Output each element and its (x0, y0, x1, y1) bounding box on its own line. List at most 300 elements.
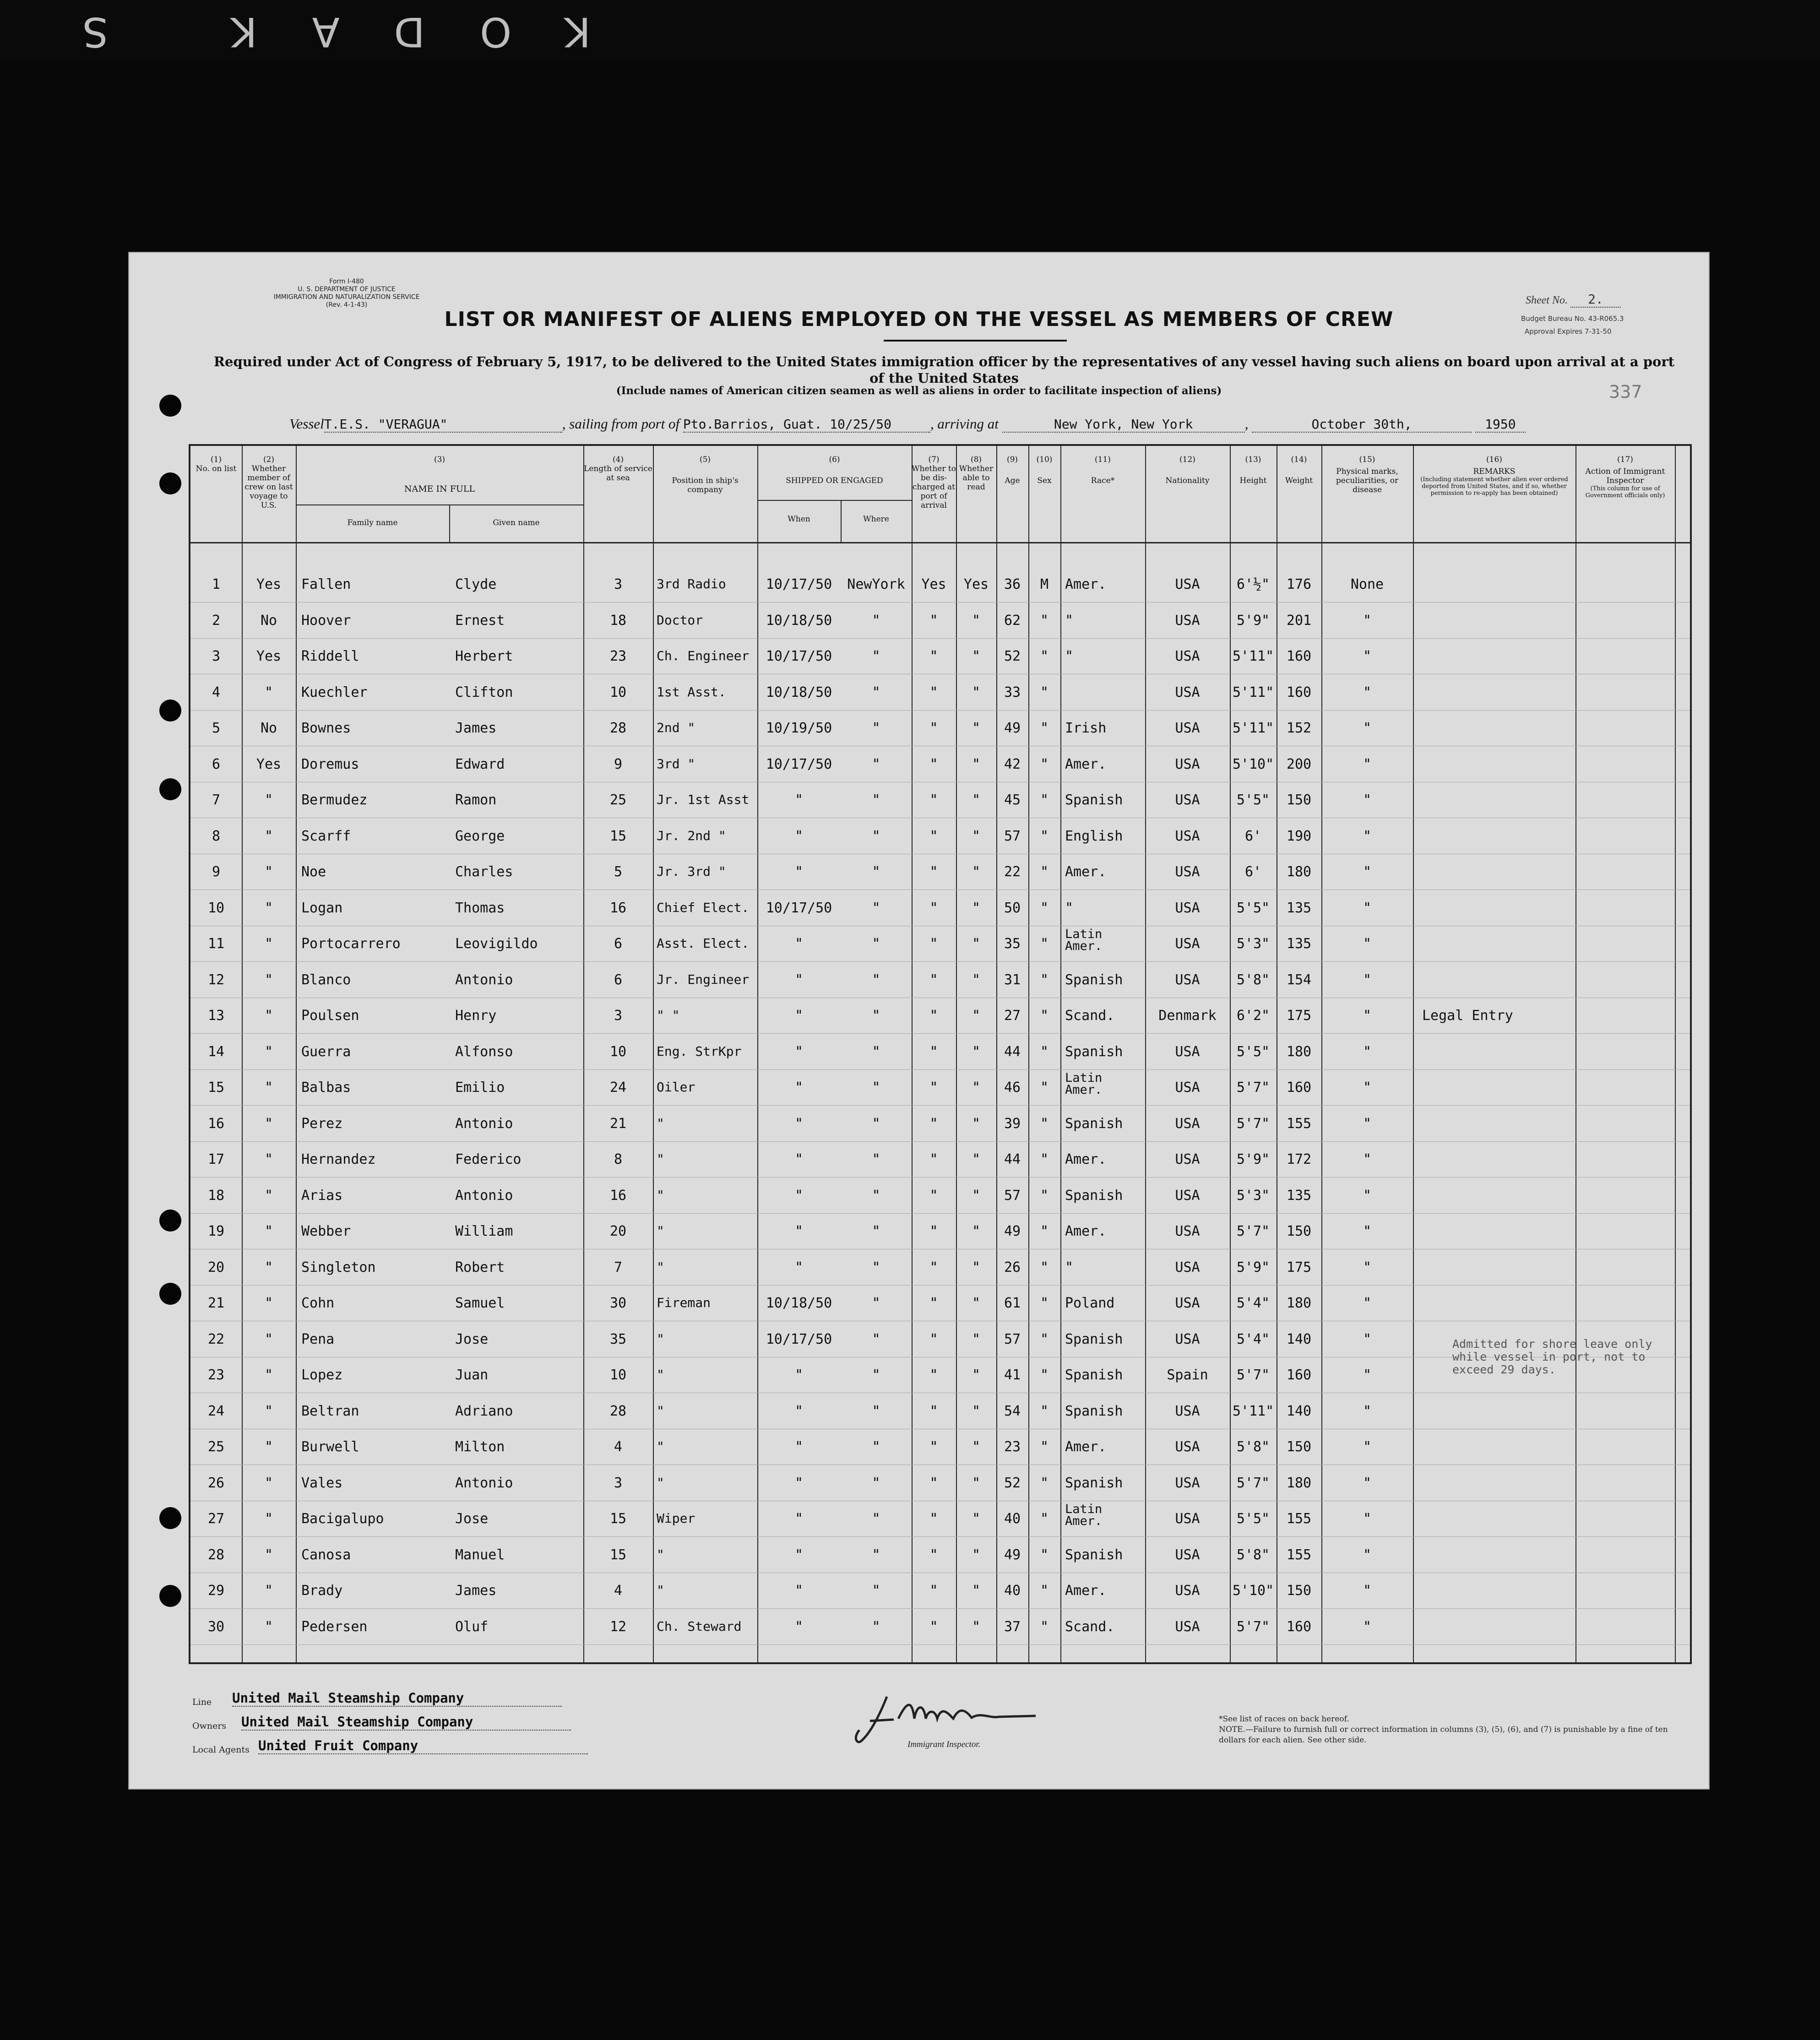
discharged: " (929, 1403, 938, 1419)
age: 40 (1004, 1511, 1021, 1527)
position: Jr. 3rd " (657, 864, 726, 879)
shipped-when: " (794, 1618, 804, 1635)
physical-marks: " (1363, 1008, 1372, 1024)
shipped-when: " (794, 1511, 804, 1527)
vessel-label: Vessel (289, 416, 324, 432)
discharged: " (929, 936, 938, 952)
sex: " (1040, 720, 1049, 736)
sex: " (1040, 1080, 1049, 1096)
sex: " (1040, 792, 1049, 808)
arriving-label: arriving at (937, 416, 999, 432)
shipped-where: " (872, 612, 880, 629)
race: Amer. (1065, 756, 1107, 772)
position: " (657, 1187, 664, 1203)
nationality: USA (1175, 1439, 1200, 1455)
shipped-when: " (794, 1546, 804, 1563)
punch-hole (159, 1507, 181, 1529)
nationality: Spain (1167, 1367, 1208, 1383)
given-name: William (455, 1223, 513, 1239)
discharged: " (929, 1618, 938, 1635)
nationality: USA (1175, 936, 1200, 952)
row-rule (190, 1536, 1690, 1537)
col16-header: (16) REMARKS (Including statement whether alien ever ordered deported from United States, and if so, whether permission to re-apply has been obtained) (1420, 455, 1568, 497)
footer-notes (1219, 1714, 1677, 1746)
sex: " (1040, 1403, 1049, 1419)
physical-marks: " (1363, 828, 1372, 844)
given-name: Samuel (455, 1295, 505, 1311)
service-length: 21 (609, 1115, 627, 1132)
row-number: 20 (207, 1259, 225, 1275)
service-length: 15 (609, 1546, 627, 1563)
sex: " (1040, 1187, 1049, 1204)
row-number: 29 (207, 1583, 225, 1599)
weight: 172 (1286, 1151, 1312, 1167)
sex: " (1040, 1583, 1049, 1599)
row-number: 7 (212, 792, 221, 808)
service-length: 15 (609, 828, 627, 844)
owners-label: Owners (192, 1721, 227, 1731)
height: 5'8" (1236, 971, 1270, 988)
last-voyage: " (264, 900, 273, 916)
service-length: 3 (614, 1475, 623, 1491)
remarks: Legal Entry (1422, 1008, 1513, 1024)
shipped-when: 10/17/50 (766, 1331, 832, 1347)
physical-marks: " (1363, 612, 1372, 629)
weight: 175 (1286, 1008, 1312, 1024)
race: Poland (1065, 1295, 1115, 1311)
shipped-where: " (872, 828, 880, 844)
given-name: Thomas (455, 900, 505, 916)
discharged: " (929, 1151, 938, 1167)
able-to-read: " (972, 1618, 981, 1635)
sex: " (1040, 971, 1049, 988)
row-rule (190, 1608, 1690, 1609)
discharged: " (929, 828, 938, 844)
given-name: Henry (455, 1008, 497, 1024)
last-voyage: " (264, 1511, 273, 1527)
row-number: 4 (212, 684, 221, 700)
weight: 201 (1286, 612, 1312, 629)
discharged: " (929, 1223, 938, 1239)
position: Jr. Engineer (657, 971, 750, 987)
col8-header: (8) Whether able to read (959, 455, 994, 492)
sex: " (1040, 1475, 1049, 1491)
shipped-when: " (794, 1080, 804, 1096)
discharged: " (929, 756, 938, 772)
height: 5'7" (1236, 1115, 1270, 1132)
row-number: 12 (207, 971, 225, 988)
family-name: Balbas (301, 1080, 351, 1096)
nationality: USA (1175, 576, 1200, 592)
row-number: 14 (207, 1043, 225, 1060)
physical-marks: " (1363, 1223, 1372, 1239)
nationality: USA (1175, 1511, 1200, 1527)
service-length: 8 (614, 1151, 623, 1167)
family-name: Bownes (301, 720, 351, 736)
family-name: Hoover (301, 612, 351, 629)
position: " (657, 1259, 664, 1275)
last-voyage: No (260, 720, 277, 736)
physical-marks: " (1363, 1187, 1372, 1204)
service-length: 16 (609, 1187, 627, 1204)
given-name: Clyde (455, 576, 497, 592)
shipped-where: " (872, 1295, 880, 1311)
line-label: Line (192, 1697, 212, 1707)
nationality: USA (1175, 756, 1200, 772)
revision: (Rev. 4-1-43) (326, 301, 368, 309)
able-to-read: " (972, 612, 981, 629)
service-length: 5 (614, 864, 623, 880)
row-number: 21 (207, 1295, 225, 1311)
height: 5'3" (1236, 1187, 1270, 1204)
shipped-when: " (794, 971, 804, 988)
physical-marks: " (1363, 1546, 1372, 1563)
row-rule (190, 1213, 1690, 1214)
position: Ch. Engineer (657, 648, 750, 663)
budget-no: Budget Bureau No. 43-R065.3 (1521, 315, 1624, 323)
nationality: USA (1175, 1080, 1200, 1096)
col9-header: (9) Age (1005, 455, 1020, 485)
position: 3rd Radio (657, 576, 726, 591)
able-to-read: " (972, 1583, 981, 1599)
position: " (657, 1403, 664, 1418)
row-number: 25 (207, 1439, 225, 1455)
age: 31 (1004, 971, 1021, 988)
weight: 175 (1286, 1259, 1312, 1275)
row-number: 26 (207, 1475, 225, 1491)
shipped-where: " (872, 1008, 880, 1024)
row-number: 17 (207, 1151, 225, 1167)
discharged: " (929, 1259, 938, 1275)
service-length: 24 (609, 1080, 627, 1096)
position: " (657, 1223, 664, 1238)
age: 44 (1004, 1151, 1021, 1167)
family-name: Burwell (301, 1439, 359, 1455)
service-length: 6 (614, 936, 623, 952)
family-name: Poulsen (301, 1008, 359, 1024)
page-title: LIST OR MANIFEST OF ALIENS EMPLOYED ON THE VESSEL AS MEMBERS OF CREW (444, 308, 1394, 331)
position: " (657, 1439, 664, 1454)
race: English (1065, 828, 1123, 844)
col1-header: (1) No. on list (196, 455, 237, 473)
shipped-when: 10/18/50 (766, 1295, 832, 1311)
nationality: USA (1175, 1259, 1200, 1275)
shipped-where: " (872, 1043, 880, 1060)
discharged: " (929, 864, 938, 880)
shipped-when: " (794, 1403, 804, 1419)
last-voyage: " (264, 1583, 273, 1599)
race: Latin Amer. (1065, 1071, 1103, 1097)
able-to-read: " (972, 936, 981, 952)
agents-value: United Fruit Company (258, 1738, 588, 1754)
subnote: (Include names of American citizen seamen as well as aliens in order to facilitate inspection of aliens) (616, 385, 1222, 397)
discharged: " (929, 1008, 938, 1024)
given-name: James (455, 1583, 497, 1599)
able-to-read: Yes (963, 576, 989, 592)
nationality: USA (1175, 1151, 1200, 1167)
col11-header: (11) Race* (1091, 455, 1115, 485)
owners-value: United Mail Steamship Company (241, 1714, 571, 1731)
row-number: 23 (207, 1367, 225, 1383)
col3-header: (3) NAME IN FULL (404, 455, 475, 494)
shipped-where: " (872, 1439, 880, 1455)
discharged: " (929, 1080, 938, 1096)
given-name: Antonio (455, 1115, 513, 1132)
service-length: 6 (614, 971, 623, 988)
physical-marks: " (1363, 1403, 1372, 1419)
position: Chief Elect. (657, 900, 750, 915)
agents-label: Local Agents (192, 1745, 250, 1755)
weight: 152 (1286, 720, 1312, 736)
discharged: " (929, 792, 938, 808)
sex: " (1040, 1008, 1049, 1024)
physical-marks: " (1363, 864, 1372, 880)
vessel-line: VesselT.E.S. "VERAGUA" , sailing from port of Pto.Barrios, Guat. 10/25/50 , arriving at New York, New York , October 30th, 1950 (289, 416, 1526, 433)
height: 5'7" (1236, 1080, 1270, 1096)
last-voyage: " (264, 1618, 273, 1635)
sex: " (1040, 1223, 1049, 1239)
given-name: Antonio (455, 1187, 513, 1204)
able-to-read: " (972, 1475, 981, 1491)
shipped-where: " (872, 792, 880, 808)
shipped-where: " (872, 1618, 880, 1635)
given-name: Ramon (455, 792, 497, 808)
physical-marks: " (1363, 971, 1372, 988)
height: 5'3" (1236, 936, 1270, 952)
family-name: Logan (301, 900, 343, 916)
family-name: Noe (301, 864, 326, 880)
weight: 160 (1286, 1080, 1312, 1096)
sex: " (1040, 684, 1049, 700)
height: 5'9" (1236, 1259, 1270, 1275)
sheet-value: 2. (1570, 292, 1621, 308)
service-length: 23 (609, 648, 627, 664)
shipped-where: " (872, 1546, 880, 1563)
age: 33 (1004, 684, 1021, 700)
punch-hole (159, 1210, 181, 1232)
shipped-when: " (794, 1151, 804, 1167)
able-to-read: " (972, 1439, 981, 1455)
where-header: Where (863, 515, 889, 524)
discharged: " (929, 612, 938, 629)
height: 5'11" (1232, 684, 1274, 700)
physical-marks: " (1363, 1331, 1372, 1347)
family-name: Blanco (301, 971, 351, 988)
row-rule (190, 1644, 1690, 1645)
age: 35 (1004, 936, 1021, 952)
given-name: Federico (455, 1151, 522, 1167)
weight: 160 (1286, 648, 1312, 664)
discharged: " (929, 1187, 938, 1204)
able-to-read: " (972, 828, 981, 844)
shipped-when: 10/17/50 (766, 648, 832, 664)
nationality: Denmark (1158, 1008, 1217, 1024)
penalty-note: NOTE.—Failure to furnish full or correct information in columns (3), (5), (6), and (7) is punishable by a fine of ten dollars for each alien. See other side. (1219, 1725, 1668, 1745)
row-rule (190, 1033, 1690, 1034)
sex: " (1040, 1331, 1049, 1347)
age: 39 (1004, 1115, 1021, 1132)
given-name: Clifton (455, 684, 513, 700)
shipped-when: " (794, 1043, 804, 1060)
able-to-read: " (972, 1080, 981, 1096)
shipped-when: " (794, 1115, 804, 1132)
weight: 135 (1286, 936, 1312, 952)
sex: " (1040, 828, 1049, 844)
weight: 150 (1286, 1223, 1312, 1239)
punch-hole (159, 778, 181, 800)
position: " (657, 1115, 664, 1131)
race: Amer. (1065, 864, 1107, 880)
service-length: 3 (614, 1008, 623, 1024)
form-identifier (198, 278, 495, 309)
discharged: " (929, 684, 938, 700)
shipped-when: " (794, 1367, 804, 1383)
crew-table (189, 444, 1692, 1664)
given-name: Manuel (455, 1546, 505, 1563)
shipped-when: 10/18/50 (766, 612, 832, 629)
sex: " (1040, 1295, 1049, 1311)
weight: 150 (1286, 1439, 1312, 1455)
height: 6' (1244, 864, 1262, 880)
race: " (1065, 648, 1074, 664)
last-voyage: " (264, 1008, 273, 1024)
row-number: 15 (207, 1080, 225, 1096)
given-name: Antonio (455, 1475, 513, 1491)
last-voyage: " (264, 1151, 273, 1167)
age: 26 (1004, 1259, 1021, 1275)
shipped-when: " (794, 1583, 804, 1599)
sex: " (1040, 648, 1049, 664)
weight: 160 (1286, 684, 1312, 700)
position: Ch. Steward (657, 1618, 742, 1634)
discharged: " (929, 1546, 938, 1563)
position: Jr. 1st Asst (657, 792, 750, 807)
row-number: 1 (212, 576, 221, 592)
height: 5'11" (1232, 1403, 1274, 1419)
age: 61 (1004, 1295, 1021, 1311)
last-voyage: " (264, 1043, 273, 1060)
row-number: 30 (207, 1618, 225, 1635)
discharged: " (929, 1583, 938, 1599)
nationality: USA (1175, 828, 1200, 844)
shipped-where: " (872, 1259, 880, 1275)
col12-header: (12) Nationality (1165, 455, 1210, 485)
shipped-when: 10/18/50 (766, 684, 832, 700)
age: 23 (1004, 1439, 1021, 1455)
given-name: Oluf (455, 1618, 489, 1635)
age: 52 (1004, 1475, 1021, 1491)
shipped-where: " (872, 1151, 880, 1167)
weight: 190 (1286, 828, 1312, 844)
discharged: " (929, 648, 938, 664)
sex: " (1040, 1367, 1049, 1383)
height: 5'10" (1232, 1583, 1274, 1599)
position: " (657, 1583, 664, 1598)
family-name: Kuechler (301, 684, 368, 700)
given-name: Jose (455, 1511, 489, 1527)
last-voyage: No (260, 612, 277, 629)
shipped-where: " (872, 900, 880, 916)
film-edge (0, 0, 1820, 60)
punch-hole (159, 1585, 181, 1607)
family-name: Brady (301, 1583, 343, 1599)
weight: 160 (1286, 1618, 1312, 1635)
row-number: 16 (207, 1115, 225, 1132)
discharged: " (929, 1439, 938, 1455)
shipped-where: " (872, 1080, 880, 1096)
race: Amer. (1065, 1151, 1107, 1167)
service-length: 10 (609, 1043, 627, 1060)
last-voyage: " (264, 1367, 273, 1383)
able-to-read: " (972, 1403, 981, 1419)
shipped-where: " (872, 1115, 880, 1132)
shipped-where: " (872, 720, 880, 736)
physical-marks: " (1363, 936, 1372, 952)
physical-marks: " (1363, 1367, 1372, 1383)
family-name: Riddell (301, 648, 359, 664)
physical-marks: " (1363, 720, 1372, 736)
shipped-when: 10/17/50 (766, 576, 832, 592)
age: 57 (1004, 1187, 1021, 1204)
service-length: 10 (609, 1367, 627, 1383)
col7-header: (7) Whether to be dis-charged at port of arrival (912, 455, 956, 510)
row-number: 6 (212, 756, 221, 772)
family-name: Vales (301, 1475, 343, 1491)
row-number: 27 (207, 1511, 225, 1527)
physical-marks: " (1363, 756, 1372, 772)
title-rule (884, 340, 1067, 342)
position: Jr. 2nd " (657, 828, 726, 843)
shipped-when: 10/17/50 (766, 756, 832, 772)
age: 54 (1004, 1403, 1021, 1419)
punch-hole (159, 472, 181, 494)
given-name: Jose (455, 1331, 489, 1347)
shipped-when: " (794, 1259, 804, 1275)
subtitle: Required under Act of Congress of February 5, 1917, to be delivered to the United States immigration officer by the representatives of any vessel having such aliens on board upon arrival at a port of the United States (213, 354, 1675, 386)
height: 5'7" (1236, 1618, 1270, 1635)
last-voyage: " (264, 1403, 273, 1419)
row-number: 8 (212, 828, 221, 844)
given-name: George (455, 828, 505, 844)
height: 5'4" (1236, 1295, 1270, 1311)
service: IMMIGRATION AND NATURALIZATION SERVICE (273, 293, 420, 301)
last-voyage: " (264, 1080, 273, 1096)
able-to-read: " (972, 1187, 981, 1204)
race: " (1065, 900, 1074, 916)
col10-header: (10) Sex (1036, 455, 1053, 485)
physical-marks: " (1363, 1259, 1372, 1275)
shipped-where: " (872, 756, 880, 772)
nationality: USA (1175, 1546, 1200, 1563)
service-length: 25 (609, 792, 627, 808)
shipped-when: " (794, 864, 804, 880)
family-name: Doremus (301, 756, 359, 772)
nationality: USA (1175, 1618, 1200, 1635)
shipped-where: " (872, 936, 880, 952)
age: 52 (1004, 648, 1021, 664)
sex: " (1040, 1511, 1049, 1527)
able-to-read: " (972, 1511, 981, 1527)
weight: 200 (1286, 756, 1312, 772)
row-rule (190, 1285, 1690, 1286)
physical-marks: None (1350, 576, 1384, 592)
row-number: 19 (207, 1223, 225, 1239)
sex: " (1040, 1043, 1049, 1060)
physical-marks: " (1363, 684, 1372, 700)
race: Spanish (1065, 1403, 1123, 1419)
given-name: Juan (455, 1367, 489, 1383)
position: Oiler (657, 1080, 695, 1095)
